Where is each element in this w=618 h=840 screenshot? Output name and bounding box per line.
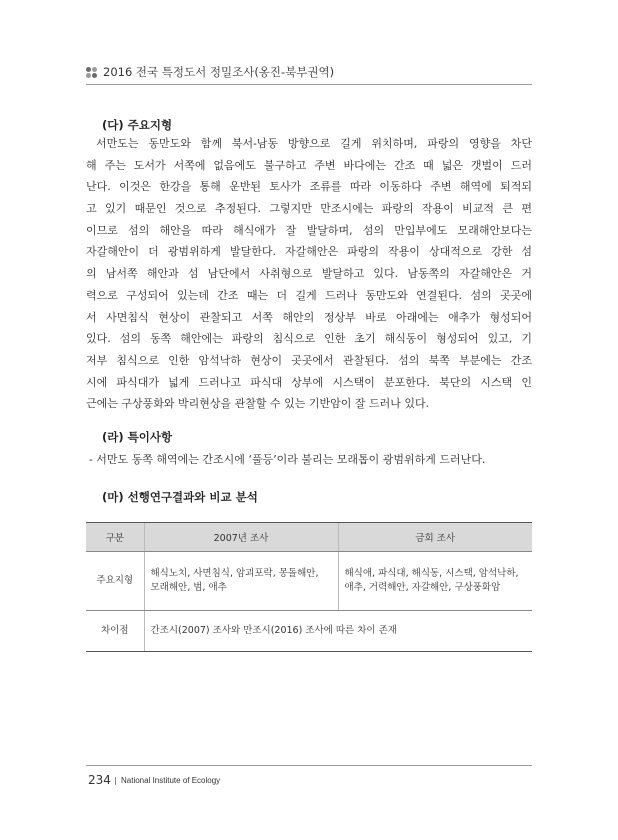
running-title: 2016 전국 특정도서 정밀조사(옹진-북부권역)	[103, 65, 335, 79]
section-da-paragraph	[86, 133, 532, 415]
table-row	[86, 611, 532, 652]
page-number: 234	[88, 773, 111, 787]
footer-separator	[115, 777, 116, 785]
cell-current-landforms	[338, 552, 532, 611]
paragraph-line: 저부 침식으로 인한 암석낙하 현상이 곳곳에서 관찰된다. 섬의 북쪽 부분에는 간조	[86, 353, 532, 367]
comparison-table	[86, 522, 532, 652]
paragraph-line: 력으로 구성되어 있는데 간조 때는 더 길게 드러나 동만도와 연결된다. 섬의 곳곳에	[86, 288, 532, 302]
cell-line: 애추, 거력해안, 자갈해안, 구상풍화암	[344, 582, 501, 593]
section-heading-ma: (마) 선행연구결과와 비교 분석	[102, 490, 258, 504]
paragraph-line: 있다. 섬의 동쪽 해안에는 파랑의 침식으로 인한 초기 해식동이 형성되어 있고, 기	[86, 332, 532, 346]
special-note: - 서만도 동쪽 해역에는 간조시에 ‘풀등’이라 불리는 모래톱이 광범위하게 드러난다.	[89, 453, 486, 466]
row-label: 주요지형	[86, 552, 144, 611]
paragraph-line: 자갈해안이 더 광범위하게 발달한다. 자갈해안은 파랑의 작용이 상대적으로 강한 섬	[86, 245, 532, 259]
column-header-2007: 2007년 조사	[144, 523, 338, 552]
paragraph-line: 해 주는 도서가 서쪽에 없음에도 불구하고 주변 바다에는 간조 때 넓은 갯벌이 드러	[86, 158, 532, 172]
table-row	[86, 552, 532, 611]
column-header-current: 금회 조사	[338, 523, 532, 552]
paragraph-line: 의 남서쪽 해안과 섬 남단에서 사취형으로 발달하고 있다. 남동쪽의 자갈해안은 거	[86, 267, 532, 281]
footer-organization: National Institute of Ecology	[121, 776, 221, 785]
paragraph-line: 고 있기 때문인 것으로 추정된다. 그렇지만 만조시에는 파랑의 작용이 비교적 큰 편	[86, 202, 532, 216]
cell-line: 모래해안, 범, 애추	[150, 582, 227, 593]
header-bullet-icon	[86, 67, 98, 79]
header-divider	[86, 84, 532, 85]
paragraph-line: 서 사면침식 현상이 관찰되고 서쪽 해안의 정상부 바로 아래에는 애추가 형성되어	[86, 310, 532, 324]
paragraph-line: 난다. 이것은 한강을 통해 운반된 토사가 조류를 따라 이동하다 주변 해역에 퇴적되	[86, 180, 532, 194]
section-heading-ra: (라) 특이사항	[102, 430, 173, 444]
footer-divider	[86, 765, 532, 766]
page-header	[86, 64, 532, 86]
paragraph-line: 이므로 섬의 해안을 따라 해식애가 잘 발달하며, 섬의 만입부에도 모래해안보다는	[86, 223, 532, 237]
cell-line: 해식애, 파식대, 해식동, 시스택, 암석낙하,	[344, 568, 519, 579]
cell-differences: 간조시(2007) 조사와 만조시(2016) 조사에 따른 차이 존재	[144, 611, 532, 652]
table-header-row	[86, 523, 532, 552]
paragraph-line: 근에는 구상풍화와 박리현상을 관찰할 수 있는 기반암이 잘 드러나 있다.	[86, 397, 430, 411]
paragraph-line: 시에 파식대가 넓게 드러나고 파식대 상부에 시스택이 분포한다. 북단의 시스택 인	[86, 375, 532, 389]
cell-2007-landforms	[144, 552, 338, 611]
section-heading-da: (다) 주요지형	[102, 118, 173, 132]
paragraph-line: 서만도는 동만도와 함께 북서-남동 방향으로 길게 위치하며, 파랑의 영향을 차단	[96, 137, 532, 150]
column-header-category: 구분	[86, 523, 144, 552]
cell-line: 해식노치, 사면침식, 암괴포락, 몽돌해안,	[150, 568, 319, 579]
row-label: 차이점	[86, 611, 144, 652]
